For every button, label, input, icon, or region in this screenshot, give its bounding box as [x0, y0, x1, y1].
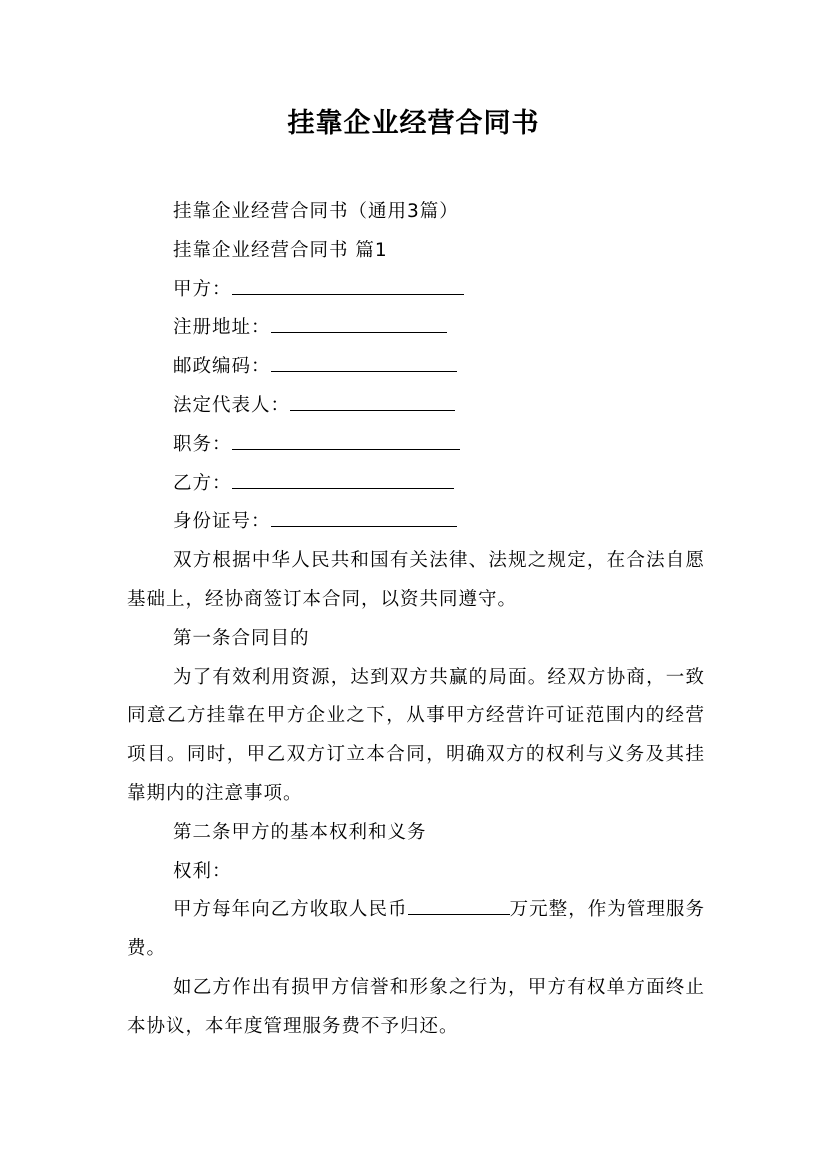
registered-address-field: [127, 309, 705, 348]
article1-body: 为了有效利用资源，达到双方共赢的局面。经双方协商，一致同意乙方挂靠在甲方企业之下，从事甲方经营许可证范围内的经营项目。同时，甲乙双方订立本合同，明确双方的权利与义务及其挂靠期内的注意事项。: [127, 666, 705, 804]
document-title: 挂靠企业经营合同书: [287, 108, 540, 139]
intro-paragraph: 双方根据中华人民共和国有关法律、法规之规定，在合法自愿基础上，经协商签订本合同，以资共同遵守。: [127, 550, 705, 610]
document-body: [127, 193, 705, 1047]
position-label: 职务：: [173, 433, 232, 455]
fee-text-after: 万元整，作为管理服务费。: [127, 899, 705, 960]
party-a-field: [127, 271, 705, 310]
id-number-label: 身份证号：: [173, 511, 271, 533]
position-field: [127, 426, 705, 465]
fee-paragraph: [127, 891, 705, 969]
registered-address-blank: [271, 315, 447, 333]
termination-paragraph: 如乙方作出有损甲方信誉和形象之行为，甲方有权单方面终止本协议，本年度管理服务费不予归还。: [127, 976, 705, 1037]
position-blank: [232, 432, 460, 450]
section-heading: 挂靠企业经营合同书 篇1: [173, 239, 388, 261]
party-b-label: 乙方：: [173, 472, 232, 494]
legal-representative-field: [127, 387, 705, 426]
fee-amount-blank: [408, 897, 510, 915]
legal-representative-label: 法定代表人：: [173, 394, 291, 416]
party-b-field: [127, 465, 705, 504]
id-number-blank: [271, 509, 457, 527]
subtitle: 挂靠企业经营合同书（通用3篇）: [173, 201, 459, 222]
postal-code-blank: [271, 354, 457, 372]
party-b-blank: [232, 471, 454, 489]
legal-representative-blank: [290, 393, 455, 411]
registered-address-label: 注册地址：: [173, 317, 271, 339]
party-a-blank: [232, 277, 464, 295]
postal-code-label: 邮政编码：: [173, 356, 271, 378]
fee-text-before: 甲方每年向乙方收取人民币: [173, 899, 408, 921]
article1-heading: 第一条合同目的: [173, 627, 310, 649]
postal-code-field: [127, 348, 705, 387]
party-a-label: 甲方：: [173, 278, 232, 300]
rights-label: 权利：: [173, 860, 232, 882]
article2-heading: 第二条甲方的基本权利和义务: [173, 821, 427, 843]
id-number-field: [127, 503, 705, 542]
